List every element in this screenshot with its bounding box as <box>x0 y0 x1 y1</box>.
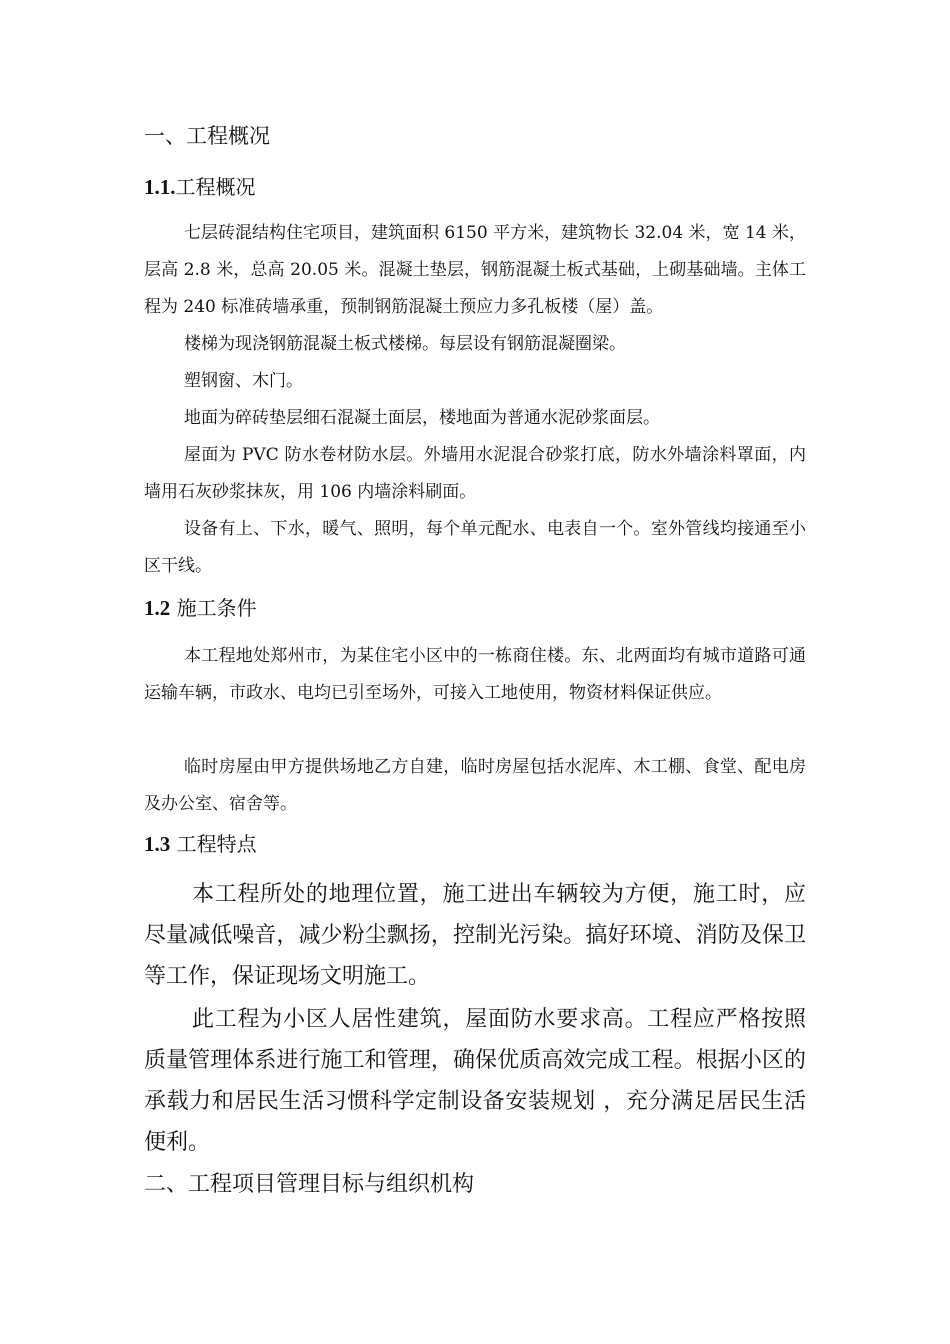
subsection-title: 工程特点 <box>176 832 257 856</box>
subsection-number: 1.1. <box>144 175 176 199</box>
paragraph: 临时房屋由甲方提供场地乙方自建，临时房屋包括水泥库、木工棚、食堂、配电房及办公室、宿舍等。 <box>144 757 806 814</box>
subsection-number: 1.3 <box>144 832 171 856</box>
paragraph: 地面为碎砖垫层细石混凝土面层，楼地面为普通水泥砂浆面层。 <box>184 408 660 428</box>
paragraph: 七层砖混结构住宅项目，建筑面积 6150 平方米，建筑物长 32.04 米，宽 14 米，层高 2.8 米，总高 20.05 米。混凝土垫层，钢筋混凝土板式基础，上砌基础墙。主体工程为 240 标准砖墙承重，预制钢筋混凝土预应力多孔板楼（屋）盖。 <box>144 223 806 317</box>
subsection-title: 施工条件 <box>176 596 257 620</box>
subsection-heading-1-3 <box>144 829 257 859</box>
subsection-heading-1-2 <box>144 593 257 623</box>
paragraph <box>144 874 806 997</box>
section-heading-1: 一、工程概况 <box>144 124 270 148</box>
paragraph: 设备有上、下水，暖气、照明，每个单元配水、电表自一个。室外管线均接通至小区干线。 <box>144 519 806 576</box>
paragraph-text: 此工程为小区人居性建筑，屋面防水要求高。工程应严格按照质量管理体系进行施工和管理，确保优质高效完成工程。根据小区的承载力和居民生活习惯科学定制设备安装规划 ，充分满足居民生活便利。 <box>144 1007 806 1155</box>
subsection-heading-1-1 <box>144 172 256 202</box>
paragraph-text: 本工程所处的地理位置，施工进出车辆较为方便，施工时，应尽量减低噪音，减少粉尘飘扬，控制光污染。搞好环境、消防及保卫等工作，保证现场文明施工。 <box>144 882 806 989</box>
paragraph: 楼梯为现浇钢筋混凝土板式楼梯。每层设有钢筋混凝圈梁。 <box>184 334 626 354</box>
section-heading-2: 二、工程项目管理目标与组织机构 <box>144 1172 475 1197</box>
subsection-number: 1.2 <box>144 596 171 620</box>
subsection-title: 工程概况 <box>175 175 256 199</box>
paragraph: 屋面为 PVC 防水卷材防水层。外墙用水泥混合砂浆打底，防水外墙涂料罩面，内墙用石灰砂浆抹灰，用 106 内墙涂料刷面。 <box>144 445 806 502</box>
paragraph: 本工程地处郑州市，为某住宅小区中的一栋商住楼。东、北两面均有城市道路可通运输车辆，市政水、电均已引至场外，可接入工地使用，物资材料保证供应。 <box>144 646 806 703</box>
paragraph <box>144 999 806 1163</box>
paragraph: 塑钢窗、木门。 <box>184 371 303 391</box>
